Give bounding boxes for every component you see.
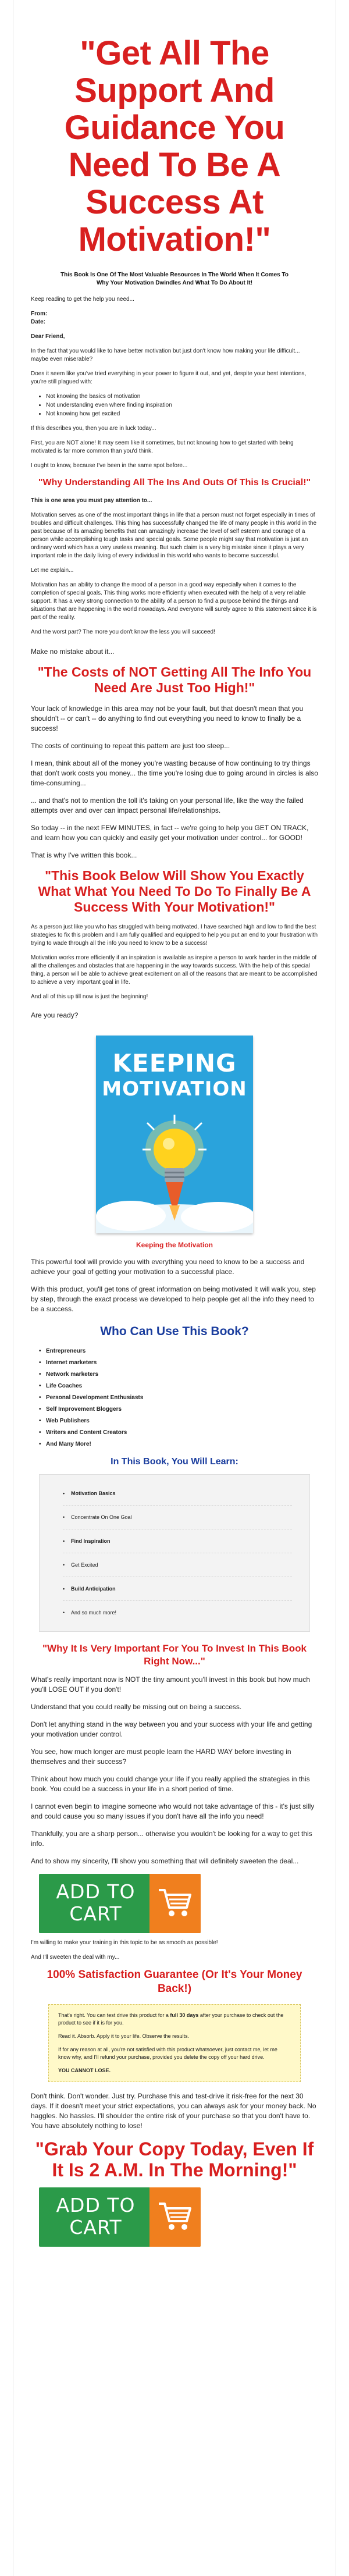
list-item: • Personal Development Enthusiasts bbox=[39, 1394, 318, 1401]
cover-caption: Keeping the Motivation bbox=[136, 1241, 213, 1249]
section-heading: "Why It Is Very Important For You To Invest In This Book Right Now..." bbox=[42, 1643, 307, 1667]
body-paragraph: And to show my sincerity, I'll show you something that will definitely sweeten the deal... bbox=[31, 1857, 299, 1865]
body-paragraph: Are you ready? bbox=[31, 1011, 79, 1019]
list-item: • Build Anticipation bbox=[63, 1577, 292, 1601]
guarantee-emphasis: full 30 days bbox=[170, 2012, 199, 2018]
list-item: • Writers and Content Creators bbox=[39, 1429, 318, 1436]
keep-reading-text: Keep reading to get the help you need... bbox=[31, 296, 134, 303]
body-paragraph: I mean, think about all of the money you're wasting because of how continuing to try things that don't work costs you money... the time you're losing due to going around in circles is also time-consuming... bbox=[31, 759, 318, 787]
body-paragraph: Think about how much you could change your life if you really applied the strategies in this book. You could be a success in your life in a short period of time. bbox=[31, 1775, 310, 1793]
content-column bbox=[13, 0, 336, 2576]
intro-paragraph: I ought to know, because I've been in the same spot before... bbox=[31, 462, 188, 469]
intro-paragraph: Does it seem like you've tried everything in your power to figure it out, and yet, despite your best intentions, you're still plagued with: bbox=[31, 371, 307, 385]
section-lead: Make no mistake about it... bbox=[31, 647, 115, 656]
body-paragraph: Don't let anything stand in the way between you and your success with your life and getting your motivation under control. bbox=[31, 1720, 312, 1738]
list-item: • And so much more! bbox=[63, 1601, 292, 1624]
guarantee-paragraph: YOU CANNOT LOSE. bbox=[58, 2068, 111, 2073]
list-item: • Network marketers bbox=[39, 1371, 318, 1378]
body-paragraph: Don't think. Don't wonder. Just try. Purchase this and test-drive it risk-free for the next 30 days. If it doesn't meet your strict expectations, you can always ask for your money back. No haggles. No hassles. I'll shoulder the entire risk of your purchase so that you don't have to. You have absolutely nothing to lose! bbox=[31, 2092, 316, 2130]
list-item: • Entrepreneurs bbox=[39, 1348, 318, 1354]
greeting: Dear Friend, bbox=[31, 333, 65, 340]
list-item: • Not knowing how get excited bbox=[46, 410, 318, 418]
cover-title: MOTIVATION bbox=[102, 1077, 247, 1101]
subheadline: This Book Is One Of The Most Valuable Resources In The World When It Comes To Why Your Motivation Dwindles And What To Do About It! bbox=[60, 272, 289, 286]
guarantee-text: after your purchase to check out the product to see if it is for you. bbox=[58, 2012, 284, 2026]
list-item: • Find Inspiration bbox=[63, 1529, 292, 1553]
body-paragraph: This powerful tool will provide you with everything you need to know to be a success and achieve your goal of getting your motivation to a successful place. bbox=[31, 1258, 305, 1276]
list-item: • Concentrate On One Goal bbox=[63, 1506, 292, 1529]
list-item: • And Many More! bbox=[39, 1441, 318, 1447]
body-paragraph: Motivation has an ability to change the mood of a person in a good way especially when it comes to the completion of special goals. This thing works more efficiently when executed with the help of a very reliable support. It has a very strong connection to the ability of a person to find a purpose behind the things and situations that are happening in the world nowadays. And everyone will surely agree to this statement since it is part of the reality. bbox=[31, 582, 317, 621]
guarantee-paragraph: If for any reason at all, you're not satisfied with this product whatsoever, just contact me, let me know why, and I'll refund your purchase, provided you delete the copy off your hard drive. bbox=[58, 2047, 277, 2060]
book-cover bbox=[96, 1036, 253, 1233]
body-paragraph: With this product, you'll get tons of great information on being motivated It will walk you, step by step, through the exact process we developed to help people get all the info they need to be a success. bbox=[31, 1285, 316, 1313]
body-paragraph: Let me explain... bbox=[31, 567, 74, 574]
body-paragraph: What's really important now is NOT the tiny amount you'll invest in this book but how much you'll LOSE OUT if you don't! bbox=[31, 1675, 310, 1693]
section-heading: Who Can Use This Book? bbox=[100, 1325, 249, 1338]
cart-icon-box bbox=[149, 1874, 201, 1933]
body-paragraph: Motivation works more efficiently if an inspiration is available as inspire a person to work harder in the middle of all the challenges and obstacles that are happening in the way towards success. With the help of this special thing, a person will be able to achieve great excitement on all of the reasons that are meant to be accomplished to achieve a very important goal in life. bbox=[31, 955, 318, 985]
body-paragraph: That is why I've written this book... bbox=[31, 851, 137, 859]
from-label: From: bbox=[31, 311, 48, 317]
guarantee-heading: 100% Satisfaction Guarantee (Or It's Your Money Back!) bbox=[47, 1969, 302, 1995]
body-paragraph: So today -- in the next FEW MINUTES, in fact -- we're going to help you GET ON TRACK, and learn how you can quickly and easily get your motivation under control... for GOOD! bbox=[31, 824, 309, 842]
section-heading: In This Book, You Will Learn: bbox=[111, 1457, 238, 1467]
main-headline: "Get All The Support And Guidance You Need To Be A Success At Motivation!" bbox=[64, 34, 285, 258]
shopping-cart-icon bbox=[158, 2200, 193, 2233]
intro-paragraph: If this describes you, then you are in luck today... bbox=[31, 425, 156, 432]
body-paragraph: You see, how much longer are must people learn the HARD WAY before investing in themselves and their success? bbox=[31, 1748, 291, 1766]
guarantee-paragraph bbox=[58, 2012, 291, 2027]
body-paragraph: I'm willing to make your training in this topic to be as smooth as possible! bbox=[31, 1940, 218, 1946]
intro-paragraph: In the fact that you would like to have better motivation but just don't know how making your life difficult... maybe even miserable? bbox=[31, 348, 300, 362]
list-item: • Not understanding even where finding inspiration bbox=[46, 401, 318, 410]
closing-heading: "Grab Your Copy Today, Even If It Is 2 A.M. In The Morning!" bbox=[35, 2139, 314, 2180]
guarantee-box bbox=[48, 2004, 301, 2082]
problem-list bbox=[46, 393, 318, 418]
body-paragraph: Your lack of knowledge in this area may not be your fault, but that doesn't mean that you shouldn't -- or can't -- do anything to find out everything you need to know to finally be a success! bbox=[31, 705, 304, 732]
intro-paragraph: First, you are NOT alone! It may seem like it sometimes, but not knowing how to get started with being motivated is far more common than you'd think. bbox=[31, 440, 294, 454]
body-paragraph: The costs of continuing to repeat this pattern are just too steep... bbox=[31, 742, 230, 750]
list-item: • Life Coaches bbox=[39, 1383, 318, 1389]
body-paragraph: Understand that you could really be missing out on being a success. bbox=[31, 1703, 242, 1711]
learn-box bbox=[39, 1474, 310, 1632]
add-to-cart-label: ADD TO CART bbox=[56, 1880, 136, 1925]
body-paragraph: As a person just like you who has struggled with being motivated, I have searched high and low to find the best strategies to fix this problem and I am fully qualified and equipped to help you put an end to your frustration with trying to wade through all the info you need to know to be a success! bbox=[31, 924, 318, 947]
body-paragraph: Thankfully, you are a sharp person... otherwise you wouldn't be looking for a way to get this info. bbox=[31, 1830, 312, 1848]
body-paragraph: Motivation serves as one of the most important things in life that a person must not forget especially in times of troubles and difficult challenges. This thing has successfully changed the life of many people in this world in the past because of its amazing benefits that can amazingly increase the level of self esteem and courage of a person while accomplishing tough tasks and special goals. Some people might say that motivation is just an ordinary word which has a very useless meaning. But such claim is a very big mistake since it plays a very important role in the daily living of every individual in this world who wants to become successful. bbox=[31, 512, 317, 559]
list-item: • Self Improvement Bloggers bbox=[39, 1406, 318, 1412]
add-to-cart-button[interactable] bbox=[39, 1874, 201, 1933]
book-cover-wrap bbox=[31, 1036, 318, 1236]
date-label: Date: bbox=[31, 319, 46, 325]
list-item: • Not knowing the basics of motivation bbox=[46, 393, 318, 401]
list-item: • Web Publishers bbox=[39, 1418, 318, 1424]
section-heading: "This Book Below Will Show You Exactly What What You Need To Do To Finally Be A Success With Your Motivation!" bbox=[38, 868, 311, 915]
list-item: • Get Excited bbox=[63, 1553, 292, 1577]
body-paragraph: I cannot even begin to imagine someone who would not take advantage of this - it's just silly and could cause you so many issues if you don't have all the info you need! bbox=[31, 1802, 315, 1820]
guarantee-text: That's right. You can test drive this product for a bbox=[58, 2012, 170, 2018]
body-paragraph: And the worst part? The more you don't know the less you will succeed! bbox=[31, 629, 215, 635]
add-to-cart-label: ADD TO CART bbox=[56, 2194, 136, 2239]
audience-list bbox=[39, 1348, 318, 1447]
add-to-cart-button[interactable] bbox=[39, 2187, 201, 2247]
section-heading: "Why Understanding All The Ins And Outs Of This Is Crucial!" bbox=[38, 478, 311, 488]
cover-title: KEEPING bbox=[112, 1049, 237, 1077]
body-paragraph: And all of this up till now is just the beginning! bbox=[31, 994, 148, 1000]
section-heading: "The Costs of NOT Getting All The Info You Need Are Just Too High!" bbox=[37, 664, 312, 695]
body-paragraph: ... and that's not to mention the toll it's taking on your personal life, like the way the failed attempts over and over can impact personal life/relationships. bbox=[31, 796, 304, 814]
guarantee-paragraph: Read it. Absorb. Apply it to your life. Observe the results. bbox=[58, 2033, 190, 2039]
shopping-cart-icon bbox=[158, 1887, 193, 1919]
list-item: • Motivation Basics bbox=[63, 1482, 292, 1506]
body-paragraph: And I'll sweeten the deal with my... bbox=[31, 1954, 120, 1961]
cart-icon-box bbox=[149, 2187, 201, 2247]
section-lead: This is one area you must pay attention to... bbox=[31, 497, 152, 504]
list-item: • Internet marketers bbox=[39, 1360, 318, 1366]
